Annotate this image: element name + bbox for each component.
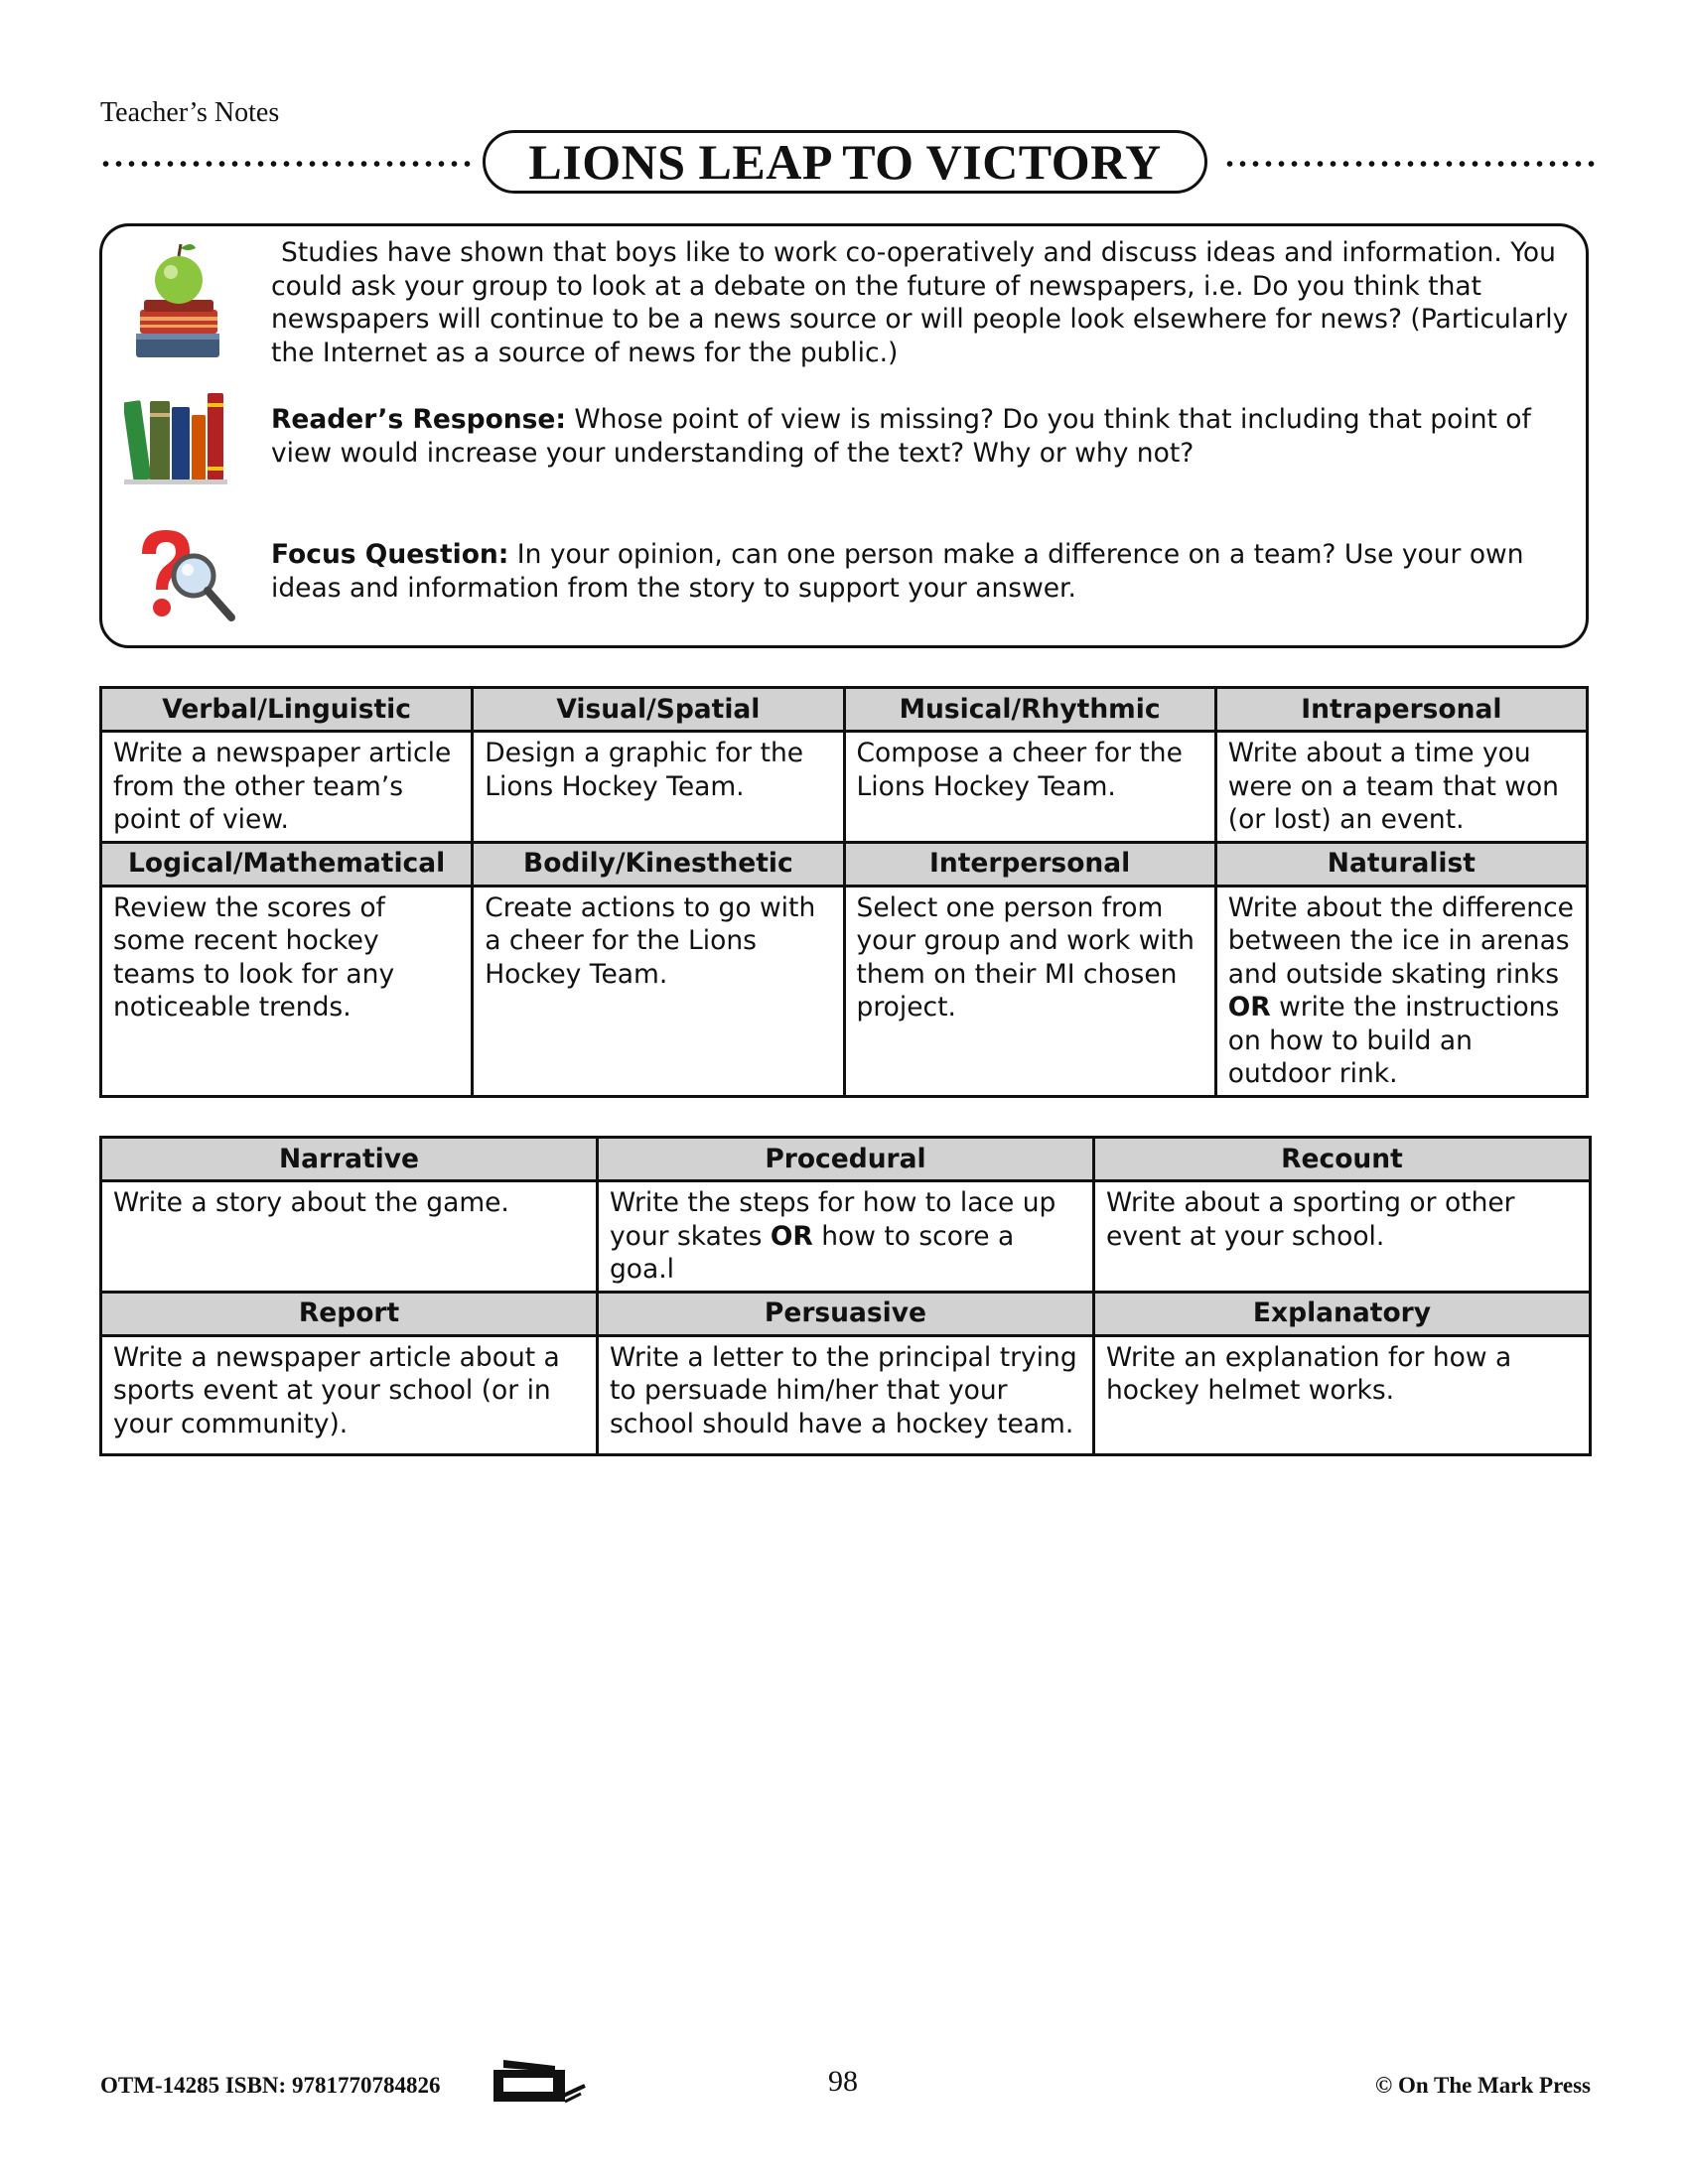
- title-row: [99, 127, 1599, 197]
- books-icon: [124, 387, 227, 486]
- question-magnifier-icon: [128, 524, 239, 631]
- dotted-rule-left: [99, 161, 472, 167]
- header-intrapersonal: Intrapersonal: [1215, 688, 1587, 732]
- note-intro: Studies have shown that boys like to work co-operatively and discuss ideas and information. You could ask your group to look at a debate on the future of newspapers, i.e. Do you think that newspapers will continue to be a news source or will people look elsewhere for news? (Particularly the Internet as a source of news for the public.): [271, 237, 1569, 368]
- header-explanatory: Explanatory: [1093, 1292, 1590, 1335]
- header-logical-mathematical: Logical/Mathematical: [101, 842, 473, 886]
- naturalist-or: OR: [1227, 992, 1271, 1023]
- cell-procedural: [597, 1181, 1093, 1293]
- cell-report: Write a newspaper article about a sports event at your school (or in your community).: [101, 1335, 598, 1454]
- cell-intrapersonal: Write about a time you were on a team that won (or lost) an event.: [1215, 732, 1587, 843]
- footer-copyright: © On The Mark Press: [1375, 2073, 1591, 2098]
- printer-icon: [490, 2056, 589, 2106]
- cell-persuasive: Write a letter to the principal trying to persuade him/her that your school should have a hockey team.: [597, 1335, 1093, 1454]
- header-musical-rhythmic: Musical/Rhythmic: [844, 688, 1215, 732]
- procedural-text-1: Write the steps for how to lace up your skates: [609, 1187, 1056, 1252]
- cell-explanatory: Write an explanation for how a hockey helmet works.: [1093, 1335, 1590, 1454]
- header-persuasive: Persuasive: [597, 1292, 1093, 1335]
- page-title: LIONS LEAP TO VICTORY: [483, 130, 1207, 194]
- cell-musical-rhythmic: Compose a cheer for the Lions Hockey Team.: [844, 732, 1215, 843]
- section-label: Teacher’s Notes: [100, 97, 280, 128]
- writing-forms-table: [99, 1136, 1592, 1456]
- reader-response-text: Whose point of view is missing? Do you think that including that point of view would increase your understanding of the text? Why or why not?: [271, 404, 1531, 469]
- cell-logical-mathematical: Review the scores of some recent hockey teams to look for any noticeable trends.: [101, 886, 473, 1096]
- naturalist-text-2: write the instructions on how to build an outdoor rink.: [1227, 992, 1560, 1089]
- header-naturalist: Naturalist: [1215, 842, 1587, 886]
- header-visual-spatial: Visual/Spatial: [473, 688, 844, 732]
- note-focus-question: [271, 538, 1580, 605]
- header-interpersonal: Interpersonal: [844, 842, 1215, 886]
- focus-question-label: Focus Question:: [271, 539, 509, 570]
- teacher-notes-box: [99, 223, 1589, 648]
- cell-bodily-kinesthetic: Create actions to go with a cheer for the Lions Hockey Team.: [473, 886, 844, 1096]
- multiple-intelligences-table: [99, 686, 1589, 1098]
- cell-interpersonal: Select one person from your group and work with them on their MI chosen project.: [844, 886, 1215, 1096]
- note-reader-response: [271, 403, 1580, 470]
- footer-isbn: OTM-14285 ISBN: 9781770784826: [100, 2073, 441, 2098]
- reader-response-label: Reader’s Response:: [271, 404, 566, 435]
- cell-verbal-linguistic: Write a newspaper article from the other team’s point of view.: [101, 732, 473, 843]
- procedural-text-2: how to score a goa.l: [609, 1220, 1015, 1285]
- header-report: Report: [101, 1292, 598, 1335]
- header-narrative: Narrative: [101, 1138, 598, 1181]
- cell-recount: Write about a sporting or other event at your school.: [1093, 1181, 1590, 1293]
- cell-visual-spatial: Design a graphic for the Lions Hockey Team.: [473, 732, 844, 843]
- page-number: 98: [828, 2065, 858, 2098]
- header-recount: Recount: [1093, 1138, 1590, 1181]
- procedural-or: OR: [770, 1220, 813, 1252]
- apple-books-icon: [132, 238, 223, 365]
- cell-naturalist: [1215, 886, 1587, 1096]
- focus-question-text: In your opinion, can one person make a difference on a team? Use your own ideas and information from the story to support your answer.: [271, 539, 1524, 604]
- cell-narrative: Write a story about the game.: [101, 1181, 598, 1293]
- header-procedural: Procedural: [597, 1138, 1093, 1181]
- header-verbal-linguistic: Verbal/Linguistic: [101, 688, 473, 732]
- naturalist-text-1: Write about the difference between the ice in arenas and outside skating rinks: [1227, 891, 1574, 990]
- dotted-rule-right: [1223, 161, 1599, 167]
- header-bodily-kinesthetic: Bodily/Kinesthetic: [473, 842, 844, 886]
